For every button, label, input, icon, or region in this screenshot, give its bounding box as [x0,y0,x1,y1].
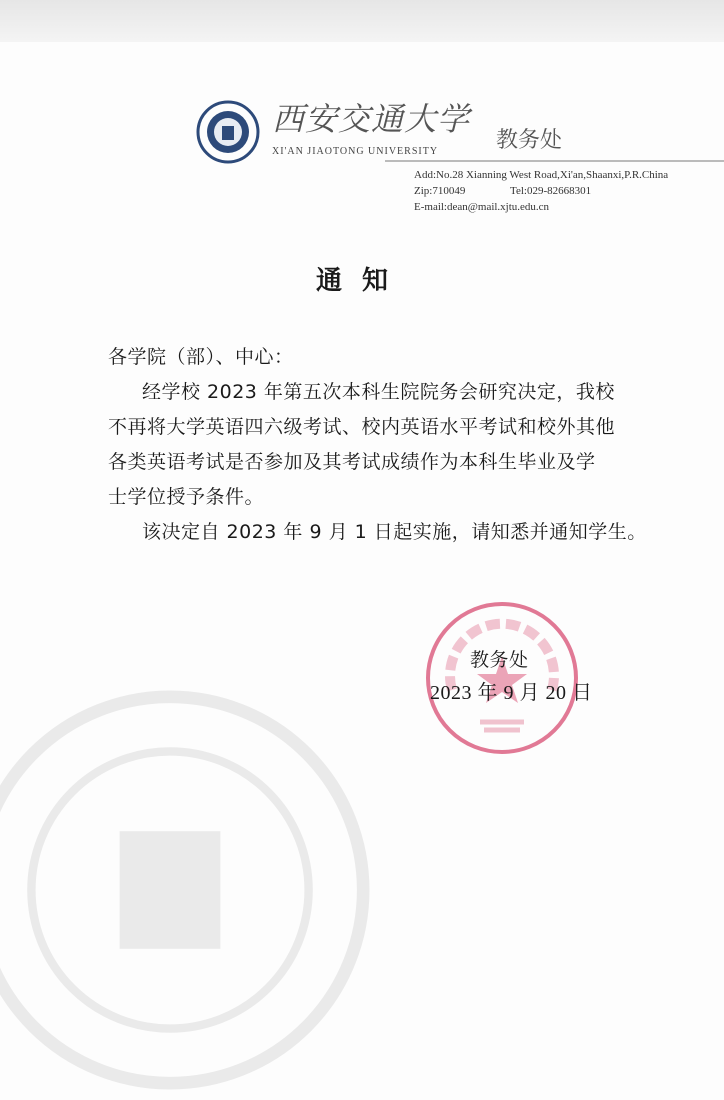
paragraph-line: 各类英语考试是否参加及其考试成绩作为本科生毕业及学 [108,451,596,473]
department-name: 教务处 [496,128,563,153]
paragraph-line: 士学位授予条件。 [108,486,265,508]
university-emblem-watermark [0,680,380,1100]
university-emblem-icon [196,100,260,164]
tel: Tel:029-82668301 [510,185,592,197]
official-seal [422,598,582,758]
address: Add:No.28 Xianning West Road,Xi'an,Shaanxi,P.R.China [414,169,669,181]
zip: Zip:710049 [414,185,466,197]
header-divider [385,160,724,162]
paragraph-2: 该决定自 2023 年 9 月 1 日起实施，请知悉并通知学生。 [142,521,647,543]
paragraph-line: 不再将大学英语四六级考试、校内英语水平考试和校外其他 [108,416,616,438]
university-name-en: XI'AN JIAOTONG UNIVERSITY [272,146,439,157]
email: E-mail:dean@mail.xjtu.edu.cn [414,201,550,213]
scan-top-band [0,0,724,42]
signature-date: 2023 年 9 月 20 日 [430,682,593,704]
notice-title: 通知 [315,266,408,296]
salutation: 各学院（部）、中心： [108,346,294,368]
signature-department: 教务处 [470,649,529,671]
paragraph-line: 经学校 2023 年第五次本科生院院务会研究决定，我校 [142,381,615,403]
university-name-cn: 西安交通大学 [272,100,471,138]
